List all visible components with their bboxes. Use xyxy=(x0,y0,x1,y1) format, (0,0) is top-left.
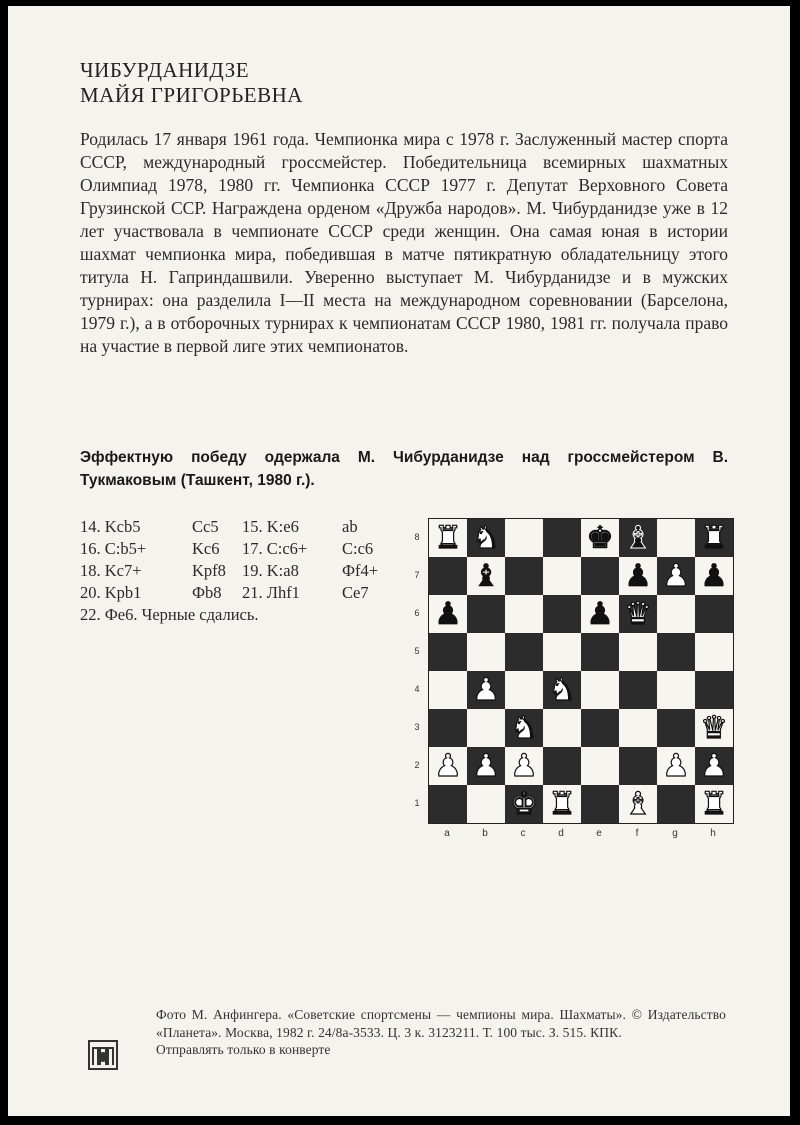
file-label: d xyxy=(558,828,564,839)
white-rook-icon: ♜ xyxy=(700,520,728,556)
white-pawn-icon: ♟ xyxy=(472,748,500,784)
square-a4 xyxy=(429,671,467,709)
square-b4 xyxy=(467,671,505,709)
rank-label: 5 xyxy=(414,646,420,656)
square-h8 xyxy=(695,519,733,557)
file-label: f xyxy=(635,828,639,839)
square-a1 xyxy=(429,785,467,823)
file-label: h xyxy=(710,828,716,839)
square-e7 xyxy=(581,557,619,595)
square-e1 xyxy=(581,785,619,823)
square-h2 xyxy=(695,747,733,785)
publication-info xyxy=(156,1006,726,1059)
white-rook-icon: ♜ xyxy=(548,786,576,822)
move-row xyxy=(80,582,402,604)
square-f6 xyxy=(619,595,657,633)
square-d1 xyxy=(543,785,581,823)
move-text: ab xyxy=(342,517,358,536)
move-text: Фf4+ xyxy=(342,561,379,580)
move-text: 16. C:b5+ xyxy=(80,539,147,558)
square-h1 xyxy=(695,785,733,823)
white-pawn-icon: ♟ xyxy=(662,558,690,594)
postcard xyxy=(8,6,790,1116)
white-knight-icon: ♞ xyxy=(472,520,500,556)
square-c7 xyxy=(505,557,543,595)
square-d8 xyxy=(543,519,581,557)
chess-board xyxy=(428,518,734,824)
square-g2 xyxy=(657,747,695,785)
move-text: Ce7 xyxy=(342,583,369,602)
biography-text xyxy=(80,128,728,358)
square-a5 xyxy=(429,633,467,671)
square-c6 xyxy=(505,595,543,633)
move-text: Kpf8 xyxy=(192,561,226,580)
rank-label: 8 xyxy=(414,532,420,542)
player-name xyxy=(80,58,303,108)
square-d2 xyxy=(543,747,581,785)
white-rook-icon: ♜ xyxy=(434,520,462,556)
square-a2 xyxy=(429,747,467,785)
rank-label: 1 xyxy=(414,798,420,808)
file-label: b xyxy=(482,828,488,839)
square-h6 xyxy=(695,595,733,633)
square-e2 xyxy=(581,747,619,785)
black-king-icon: ♚ xyxy=(586,520,614,556)
white-pawn-icon: ♟ xyxy=(510,748,538,784)
square-d5 xyxy=(543,633,581,671)
square-a8 xyxy=(429,519,467,557)
square-e3 xyxy=(581,709,619,747)
square-h5 xyxy=(695,633,733,671)
square-c3 xyxy=(505,709,543,747)
move-text: Cc5 xyxy=(192,517,219,536)
black-pawn-icon: ♟ xyxy=(700,558,728,594)
white-queen-icon: ♛ xyxy=(624,596,652,632)
square-a7 xyxy=(429,557,467,595)
file-label: g xyxy=(672,828,678,839)
square-b7 xyxy=(467,557,505,595)
file-label: a xyxy=(444,828,450,839)
player-surname: ЧИБУРДАНИДЗЕ xyxy=(80,58,250,82)
square-f3 xyxy=(619,709,657,747)
white-pawn-icon: ♟ xyxy=(700,748,728,784)
game-moves xyxy=(80,516,402,626)
imprint-text: Фото М. Анфингера. «Советские спортсмены — чемпионы мира. Шахматы». © Издательство «Планета». Москва, 1982 г. 24/8а-3533. Ц. 3 к. 3123211. Т. 100 тыс. З. 515. КПК. xyxy=(156,1007,726,1040)
move-text: 17. C:c6+ xyxy=(242,539,308,558)
square-d7 xyxy=(543,557,581,595)
black-pawn-icon: ♟ xyxy=(434,596,462,632)
black-bishop-icon: ♝ xyxy=(472,558,500,594)
black-bishop-icon: ♝ xyxy=(624,520,652,556)
square-b6 xyxy=(467,595,505,633)
move-text: 14. Kcb5 xyxy=(80,517,141,536)
square-e4 xyxy=(581,671,619,709)
square-f2 xyxy=(619,747,657,785)
move-text: 20. Kpb1 xyxy=(80,583,142,602)
square-b1 xyxy=(467,785,505,823)
square-e8 xyxy=(581,519,619,557)
square-a6 xyxy=(429,595,467,633)
square-g6 xyxy=(657,595,695,633)
move-row xyxy=(80,516,402,538)
square-c8 xyxy=(505,519,543,557)
square-e5 xyxy=(581,633,619,671)
move-text: 15. K:e6 xyxy=(242,517,299,536)
move-row xyxy=(80,538,402,560)
white-pawn-icon: ♟ xyxy=(662,748,690,784)
move-row xyxy=(80,560,402,582)
white-pawn-icon: ♟ xyxy=(472,672,500,708)
square-g1 xyxy=(657,785,695,823)
square-h3 xyxy=(695,709,733,747)
black-pawn-icon: ♟ xyxy=(624,558,652,594)
square-d6 xyxy=(543,595,581,633)
biography-paragraph: Родилась 17 января 1961 года. Чемпионка мира с 1978 г. Заслуженный мастер спорта СССР, международный гроссмейстер. Победительница всемирных шахматных Олимпиад 1978, 1980 гг. Чемпионка СССР 1977 г. Депутат Верховного Совета Грузинской ССР. Награждена орденом «Дружба народов». М. Чибурданидзе уже в 12 лет участвовала в чемпионате СССР среди женщин. Она самая юная в истории шахмат чемпионка мира, победившая в матче пятикратную обладательницу этого титула Н. Гаприндашвили. Уверенно выступает М. Чибурданидзе и в мужских турнирах: она разделила I—II места на международном соревновании (Барселона, 1979 г.), а в отборочных турнирах к чемпионатам СССР 1980, 1981 гг. получала право на участие в первой лиге этих чемпионатов. xyxy=(80,129,728,356)
square-c2 xyxy=(505,747,543,785)
square-b2 xyxy=(467,747,505,785)
square-g5 xyxy=(657,633,695,671)
white-queen-icon: ♛ xyxy=(700,710,728,746)
final-move: 22. Фе6. Черные сдались. xyxy=(80,605,259,624)
rank-label: 6 xyxy=(414,608,420,618)
move-text: 21. Лhf1 xyxy=(242,583,300,602)
rank-label: 7 xyxy=(414,570,420,580)
square-c5 xyxy=(505,633,543,671)
rank-label: 4 xyxy=(414,684,420,694)
square-b8 xyxy=(467,519,505,557)
square-b3 xyxy=(467,709,505,747)
square-f5 xyxy=(619,633,657,671)
square-h4 xyxy=(695,671,733,709)
rank-label: 2 xyxy=(414,760,420,770)
white-knight-icon: ♞ xyxy=(510,710,538,746)
rank-label: 3 xyxy=(414,722,420,732)
game-introduction: Эффектную победу одержала М. Чибурданидзе над гроссмейстером В. Тукмаковым (Ташкент, 1980 г.). xyxy=(80,449,728,489)
square-d3 xyxy=(543,709,581,747)
move-text: Фb8 xyxy=(192,583,222,602)
square-f1 xyxy=(619,785,657,823)
move-text: 18. Kc7+ xyxy=(80,561,142,580)
square-d4 xyxy=(543,671,581,709)
move-text: C:c6 xyxy=(342,539,374,558)
white-pawn-icon: ♟ xyxy=(434,748,462,784)
square-h7 xyxy=(695,557,733,595)
white-king-icon: ♚ xyxy=(510,786,538,822)
square-f4 xyxy=(619,671,657,709)
square-f7 xyxy=(619,557,657,595)
file-label: c xyxy=(520,828,526,839)
file-label: e xyxy=(596,828,602,839)
black-pawn-icon: ♟ xyxy=(586,596,614,632)
square-g8 xyxy=(657,519,695,557)
square-c1 xyxy=(505,785,543,823)
square-e6 xyxy=(581,595,619,633)
square-f8 xyxy=(619,519,657,557)
square-b5 xyxy=(467,633,505,671)
white-bishop-icon: ♝ xyxy=(624,786,652,822)
move-text: 19. K:a8 xyxy=(242,561,299,580)
publisher-logo-icon xyxy=(88,1040,118,1070)
white-knight-icon: ♞ xyxy=(548,672,576,708)
square-g7 xyxy=(657,557,695,595)
mailing-note: Отправлять только в конверте xyxy=(156,1042,331,1057)
square-c4 xyxy=(505,671,543,709)
square-a3 xyxy=(429,709,467,747)
square-g4 xyxy=(657,671,695,709)
move-text: Kc6 xyxy=(192,539,220,558)
white-rook-icon: ♜ xyxy=(700,786,728,822)
square-g3 xyxy=(657,709,695,747)
player-given-names: МАЙЯ ГРИГОРЬЕВНА xyxy=(80,83,303,107)
